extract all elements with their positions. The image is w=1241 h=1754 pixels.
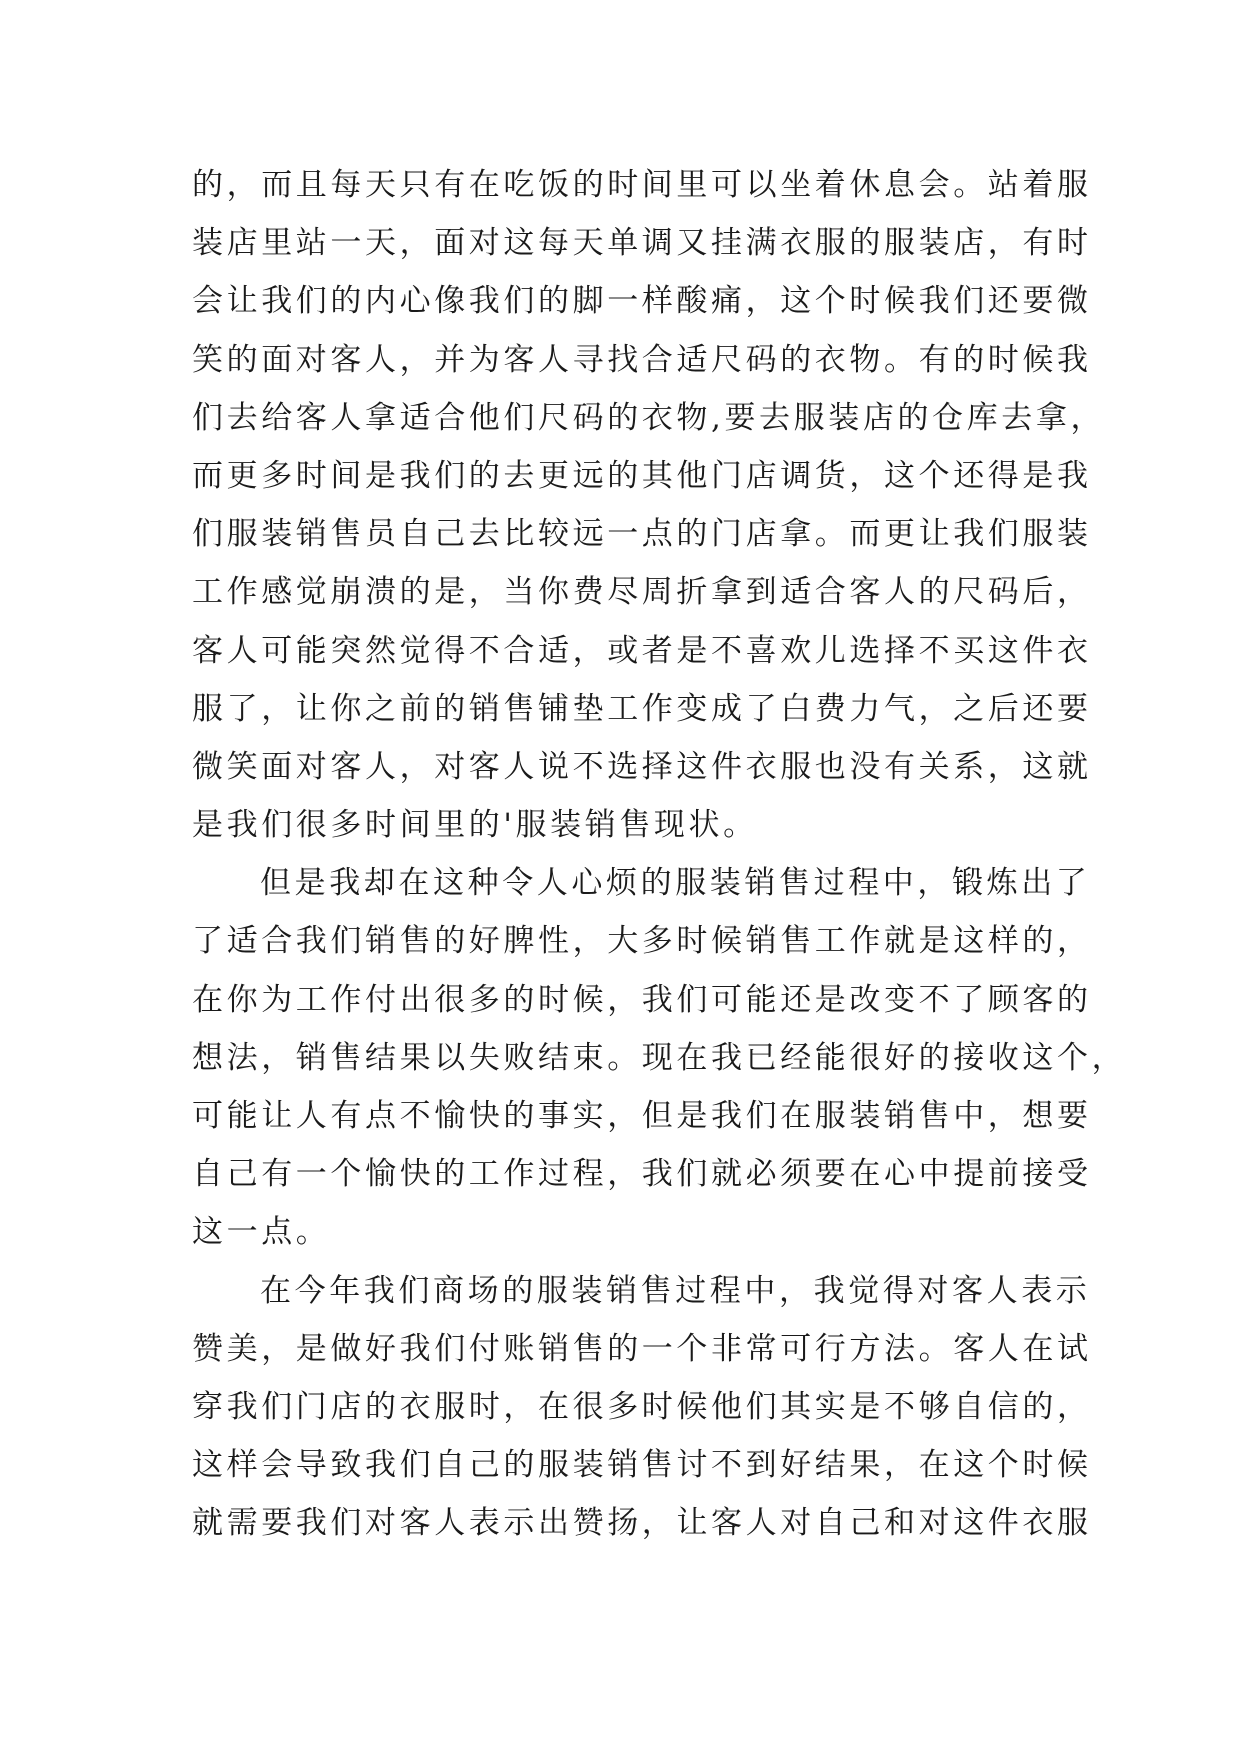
text-line: 赞美，是做好我们付账销售的一个非常可行方法。客人在试	[192, 1330, 1092, 1367]
text-line: 微笑面对客人，对客人说不选择这件衣服也没有关系，这就	[192, 748, 1092, 785]
text-line: 装店里站一天，面对这每天单调又挂满衣服的服装店，有时	[192, 225, 1092, 262]
text-line: 们去给客人拿适合他们尺码的衣物,要去服装店的仓库去拿，	[192, 399, 1106, 436]
text-line: 是我们很多时间里的'服装销售现状。	[192, 807, 758, 844]
text-line: 就需要我们对客人表示出赞扬，让客人对自己和对这件衣服	[192, 1505, 1092, 1542]
text-line: 服了，让你之前的销售铺垫工作变成了白费力气，之后还要	[192, 690, 1092, 727]
text-line: 了适合我们销售的好脾性，大多时候销售工作就是这样的，	[192, 923, 1092, 960]
text-line: 在你为工作付出很多的时候，我们可能还是改变不了顾客的	[192, 981, 1092, 1018]
text-line: 这样会导致我们自己的服装销售讨不到好结果，在这个时候	[192, 1447, 1092, 1484]
text-line: 们服装销售员自己去比较远一点的门店拿。而更让我们服装	[192, 516, 1092, 553]
text-line: 工作感觉崩溃的是，当你费尽周折拿到适合客人的尺码后，	[192, 574, 1092, 611]
text-line: 想法，销售结果以失败结束。现在我已经能很好的接收这个，	[192, 1039, 1127, 1076]
text-line: 可能让人有点不愉快的事实，但是我们在服装销售中，想要	[192, 1098, 1092, 1134]
text-line: 的，而且每天只有在吃饭的时间里可以坐着休息会。站着服	[192, 167, 1092, 203]
text-line: 这一点。	[192, 1214, 331, 1251]
text-line: 但是我却在这种令人心烦的服装销售过程中，锻炼出了	[260, 865, 1091, 902]
text-line: 穿我们门店的衣服时，在很多时候他们其实是不够自信的，	[192, 1388, 1092, 1425]
text-line: 会让我们的内心像我们的脚一样酸痛，这个时候我们还要微	[192, 283, 1092, 320]
text-line: 笑的面对客人，并为客人寻找合适尺码的衣物。有的时候我	[192, 341, 1092, 378]
text-line: 自己有一个愉快的工作过程，我们就必须要在心中提前接受	[192, 1156, 1092, 1193]
text-line: 在今年我们商场的服装销售过程中，我觉得对客人表示	[260, 1272, 1091, 1309]
body-text	[192, 156, 1127, 1553]
text-line: 客人可能突然觉得不合适，或者是不喜欢儿选择不买这件衣	[192, 632, 1092, 669]
text-line: 而更多时间是我们的去更远的其他门店调货，这个还得是我	[192, 457, 1092, 494]
